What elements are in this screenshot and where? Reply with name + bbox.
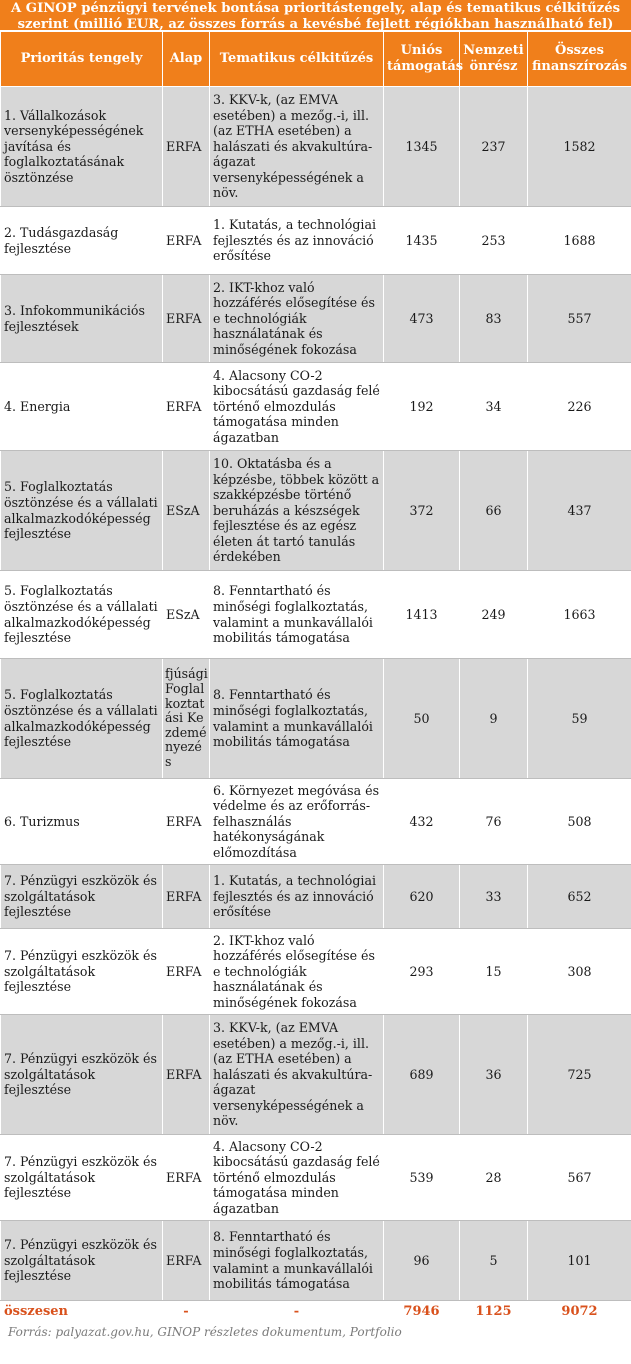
total-eu: 7946 (384, 1301, 460, 1324)
cell-eu: 432 (384, 779, 460, 865)
cell-fund: ERFA (163, 1015, 210, 1135)
cell-objective: 1. Kutatás, a technológiai fejlesztés és az innováció erősítése (210, 865, 384, 929)
table-row (1, 929, 631, 1015)
cell-national: 34 (460, 363, 528, 451)
cell-priority: 6. Turizmus (1, 779, 163, 865)
cell-objective: 8. Fenntartható és minőségi foglalkoztatás, valamint a munkavállalói mobilitás támogatása (210, 1221, 384, 1301)
table-row (1, 275, 631, 363)
cell-national: 76 (460, 779, 528, 865)
header-total: Összes finanszírozás (528, 32, 631, 87)
cell-total: 308 (528, 929, 631, 1015)
cell-objective: 3. KKV-k, (az EMVA esetében) a mezőg.-i, ill. (az ETHA esetében) a halászati és akvakultúra-ágazat versenyképességének a növ. (210, 87, 384, 207)
cell-total: 59 (528, 659, 631, 779)
cell-priority: 7. Pénzügyi eszközök és szolgáltatások fejlesztése (1, 929, 163, 1015)
cell-priority: 7. Pénzügyi eszközök és szolgáltatások fejlesztése (1, 865, 163, 929)
cell-national: 237 (460, 87, 528, 207)
cell-total: 1663 (528, 571, 631, 659)
cell-national: 28 (460, 1135, 528, 1221)
finance-table (0, 31, 631, 1323)
cell-fund: ESzA (163, 451, 210, 571)
cell-objective: 6. Környezet megóvása és védelme és az erőforrás-felhasználás hatékonyságának előmozdítása (210, 779, 384, 865)
table-row (1, 865, 631, 929)
cell-total: 437 (528, 451, 631, 571)
cell-objective: 10. Oktatásba és a képzésbe, többek között a szakképzésbe történő beruházás a készségek fejlesztése és az egész életen át tartó tanulás érdekében (210, 451, 384, 571)
cell-national: 5 (460, 1221, 528, 1301)
header-fund: Alap (163, 32, 210, 87)
table-title: A GINOP pénzügyi tervének bontása prioritástengely, alap és tematikus célkitűzés szerint (millió EUR, az összes forrás a kevésbé fejlett régiókban használható fel) (0, 0, 631, 31)
cell-total: 725 (528, 1015, 631, 1135)
cell-eu: 1345 (384, 87, 460, 207)
cell-priority: 5. Foglalkoztatás ösztönzése és a vállalati alkalmazkodóképesség fejlesztése (1, 659, 163, 779)
header-eu: Uniós támogatás (384, 32, 460, 87)
header-objective: Tematikus célkitűzés (210, 32, 384, 87)
cell-total: 508 (528, 779, 631, 865)
cell-eu: 1435 (384, 207, 460, 275)
cell-fund: ERFA (163, 363, 210, 451)
total-total: 9072 (528, 1301, 631, 1324)
cell-national: 33 (460, 865, 528, 929)
cell-eu: 372 (384, 451, 460, 571)
cell-priority: 2. Tudásgazdaság fejlesztése (1, 207, 163, 275)
cell-national: 36 (460, 1015, 528, 1135)
cell-eu: 689 (384, 1015, 460, 1135)
cell-total: 1688 (528, 207, 631, 275)
cell-national: 249 (460, 571, 528, 659)
cell-national: 83 (460, 275, 528, 363)
cell-national: 9 (460, 659, 528, 779)
cell-eu: 96 (384, 1221, 460, 1301)
cell-total: 652 (528, 865, 631, 929)
source-note: Forrás: palyazat.gov.hu, GINOP részletes dokumentum, Portfolio (8, 1325, 402, 1339)
cell-priority: 7. Pénzügyi eszközök és szolgáltatások fejlesztése (1, 1135, 163, 1221)
table-row (1, 207, 631, 275)
cell-eu: 620 (384, 865, 460, 929)
header-priority: Prioritás tengely (1, 32, 163, 87)
cell-eu: 539 (384, 1135, 460, 1221)
table-row (1, 779, 631, 865)
cell-eu: 192 (384, 363, 460, 451)
cell-total: 1582 (528, 87, 631, 207)
total-fund: - (163, 1301, 210, 1324)
cell-national: 15 (460, 929, 528, 1015)
table-row (1, 87, 631, 207)
total-objective: - (210, 1301, 384, 1324)
cell-fund: ESzA (163, 571, 210, 659)
cell-priority: 5. Foglalkoztatás ösztönzése és a vállalati alkalmazkodóképesség fejlesztése (1, 451, 163, 571)
cell-total: 557 (528, 275, 631, 363)
cell-fund: ERFA (163, 1135, 210, 1221)
cell-total: 567 (528, 1135, 631, 1221)
cell-objective: 1. Kutatás, a technológiai fejlesztés és az innováció erősítése (210, 207, 384, 275)
cell-objective: 4. Alacsony CO-2 kibocsátású gazdaság felé történő elmozdulás támogatása minden ágazatban (210, 1135, 384, 1221)
total-label: összesen (1, 1301, 163, 1324)
table-row (1, 1015, 631, 1135)
cell-priority: 7. Pénzügyi eszközök és szolgáltatások fejlesztése (1, 1221, 163, 1301)
cell-objective: 3. KKV-k, (az EMVA esetében) a mezőg.-i, ill. (az ETHA esetében) a halászati és akvakultúra-ágazat versenyképességének a növ. (210, 1015, 384, 1135)
cell-total: 226 (528, 363, 631, 451)
header-national: Nemzeti önrész (460, 32, 528, 87)
cell-eu: 473 (384, 275, 460, 363)
cell-national: 66 (460, 451, 528, 571)
table-row (1, 659, 631, 779)
table-row (1, 451, 631, 571)
cell-fund: ERFA (163, 87, 210, 207)
table-row (1, 571, 631, 659)
cell-eu: 50 (384, 659, 460, 779)
cell-eu: 293 (384, 929, 460, 1015)
cell-fund: ERFA (163, 865, 210, 929)
cell-priority: 1. Vállalkozások versenyképességének javítása és foglalkoztatásának ösztönzése (1, 87, 163, 207)
cell-fund: ERFA (163, 779, 210, 865)
cell-objective: 2. IKT-khoz való hozzáférés elősegítése és e technológiák használatának és minőségének fokozása (210, 929, 384, 1015)
table-row (1, 363, 631, 451)
total-national: 1125 (460, 1301, 528, 1324)
cell-objective: 4. Alacsony CO-2 kibocsátású gazdaság felé történő elmozdulás támogatása minden ágazatban (210, 363, 384, 451)
cell-priority: 7. Pénzügyi eszközök és szolgáltatások fejlesztése (1, 1015, 163, 1135)
cell-objective: 8. Fenntartható és minőségi foglalkoztatás, valamint a munkavállalói mobilitás támogatása (210, 659, 384, 779)
cell-total: 101 (528, 1221, 631, 1301)
cell-priority: 4. Energia (1, 363, 163, 451)
total-row (1, 1301, 631, 1324)
cell-objective: 8. Fenntartható és minőségi foglalkoztatás, valamint a munkavállalói mobilitás támogatása (210, 571, 384, 659)
cell-eu: 1413 (384, 571, 460, 659)
cell-priority: 3. Infokommunikációs fejlesztések (1, 275, 163, 363)
cell-fund: ERFA (163, 207, 210, 275)
cell-objective: 2. IKT-khoz való hozzáférés elősegítése és e technológiák használatának és minőségének fokozása (210, 275, 384, 363)
table-row (1, 1135, 631, 1221)
cell-fund: fjúsági Foglalkoztatási Kezdeményezés (163, 659, 210, 779)
cell-priority: 5. Foglalkoztatás ösztönzése és a vállalati alkalmazkodóképesség fejlesztése (1, 571, 163, 659)
cell-fund: ERFA (163, 275, 210, 363)
header-row (1, 32, 631, 87)
cell-fund: ERFA (163, 929, 210, 1015)
cell-fund: ERFA (163, 1221, 210, 1301)
table-row (1, 1221, 631, 1301)
cell-national: 253 (460, 207, 528, 275)
